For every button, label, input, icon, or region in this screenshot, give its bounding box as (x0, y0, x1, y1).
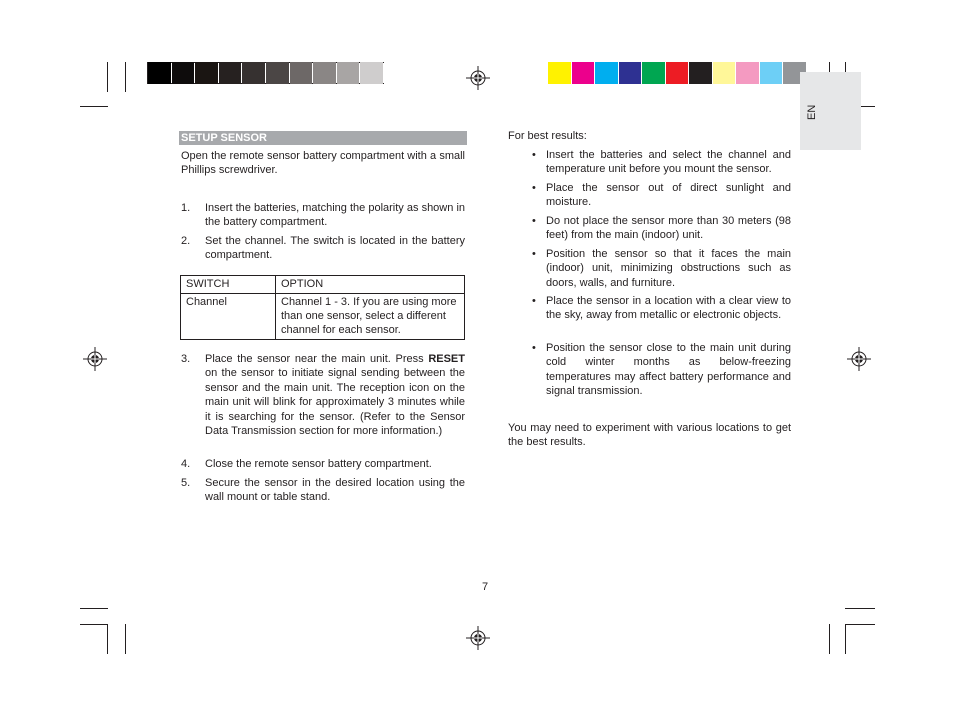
step-text-part: Place the sensor near the main unit. Press (205, 353, 429, 365)
bullet-icon: • (532, 248, 536, 260)
step-number: 3. (181, 353, 191, 365)
step-text: Close the remote sensor battery compartment. (205, 458, 432, 470)
color-swatch (172, 62, 195, 84)
registration-mark-icon (466, 66, 490, 90)
color-swatch (266, 62, 289, 84)
bullet-icon: • (532, 182, 536, 194)
color-swatch (219, 62, 242, 84)
step-number: 4. (181, 458, 191, 470)
table-header-cell: SWITCH (181, 276, 276, 294)
table-cell: Channel (181, 294, 276, 340)
list-item: Do not place the sensor more than 30 meters (98 feet) from the main (indoor) unit. (546, 215, 791, 242)
closing-paragraph: You may need to experiment with various locations to get the best results. (508, 422, 791, 449)
color-swatch (195, 62, 218, 84)
color-swatch (572, 62, 595, 84)
table-header-cell: OPTION (276, 276, 465, 294)
color-swatch (642, 62, 665, 84)
color-swatch (148, 62, 171, 84)
bullet-icon: • (532, 215, 536, 227)
color-swatch (313, 62, 336, 84)
color-swatch (337, 62, 360, 84)
bullet-icon: • (532, 149, 536, 161)
list-item: Place the sensor in a location with a clear view to the sky, away from metallic or electronic objects. (546, 295, 791, 322)
language-tab-label: EN (806, 104, 818, 120)
color-swatch (595, 62, 618, 84)
registration-mark-icon (847, 347, 871, 371)
step-text: Secure the sensor in the desired location using the wall mount or table stand. (205, 477, 465, 504)
list-item: Position the sensor so that it faces the main (indoor) unit, minimizing obstructions such as doors, walls, and furniture. (546, 248, 791, 289)
switch-options-table (180, 275, 465, 340)
registration-mark-icon (83, 347, 107, 371)
table-header-row (181, 276, 465, 294)
color-swatch (384, 62, 407, 84)
color-swatch (548, 62, 571, 84)
step-text: Insert the batteries, matching the polarity as shown in the battery compartment. (205, 202, 465, 229)
step-text: Set the channel. The switch is located in the battery compartment. (205, 235, 465, 262)
page-number: 7 (482, 581, 489, 593)
color-swatch (736, 62, 759, 84)
color-swatch (619, 62, 642, 84)
step-number: 2. (181, 235, 191, 247)
intro-paragraph: Open the remote sensor battery compartment with a small Phillips screwdriver. (181, 150, 465, 177)
table-cell: Channel 1 - 3. If you are using more than one sensor, select a different channel for each sensor. (276, 294, 465, 340)
registration-mark-icon (466, 626, 490, 650)
step-text (205, 352, 465, 438)
list-item: Insert the batteries and select the channel and temperature unit before you mount the sensor. (546, 149, 791, 176)
step-number: 5. (181, 477, 191, 489)
bullet-icon: • (532, 295, 536, 307)
reset-keyword: RESET (428, 353, 465, 365)
section-heading: SETUP SENSOR (179, 131, 467, 145)
best-results-intro: For best results: (508, 130, 587, 142)
color-swatch (713, 62, 736, 84)
color-swatch (760, 62, 783, 84)
color-swatch (360, 62, 383, 84)
table-row (181, 294, 465, 340)
color-swatch (689, 62, 712, 84)
color-swatch (290, 62, 313, 84)
list-item: Place the sensor out of direct sunlight and moisture. (546, 182, 791, 209)
step-number: 1. (181, 202, 191, 214)
bullet-icon: • (532, 342, 536, 354)
step-text-part: on the sensor to initiate signal sending between the sensor and the main unit. The reception icon on the main unit will blink for approximately 3 minutes while it is searching for the sensor. (Refer to the Sensor Data Transmission section for more information.) (205, 367, 465, 438)
color-swatch (242, 62, 265, 84)
color-swatch (666, 62, 689, 84)
list-item: Position the sensor close to the main unit during cold winter months as below-freezing temperatures may affect battery performance and signal transmission. (546, 342, 791, 398)
